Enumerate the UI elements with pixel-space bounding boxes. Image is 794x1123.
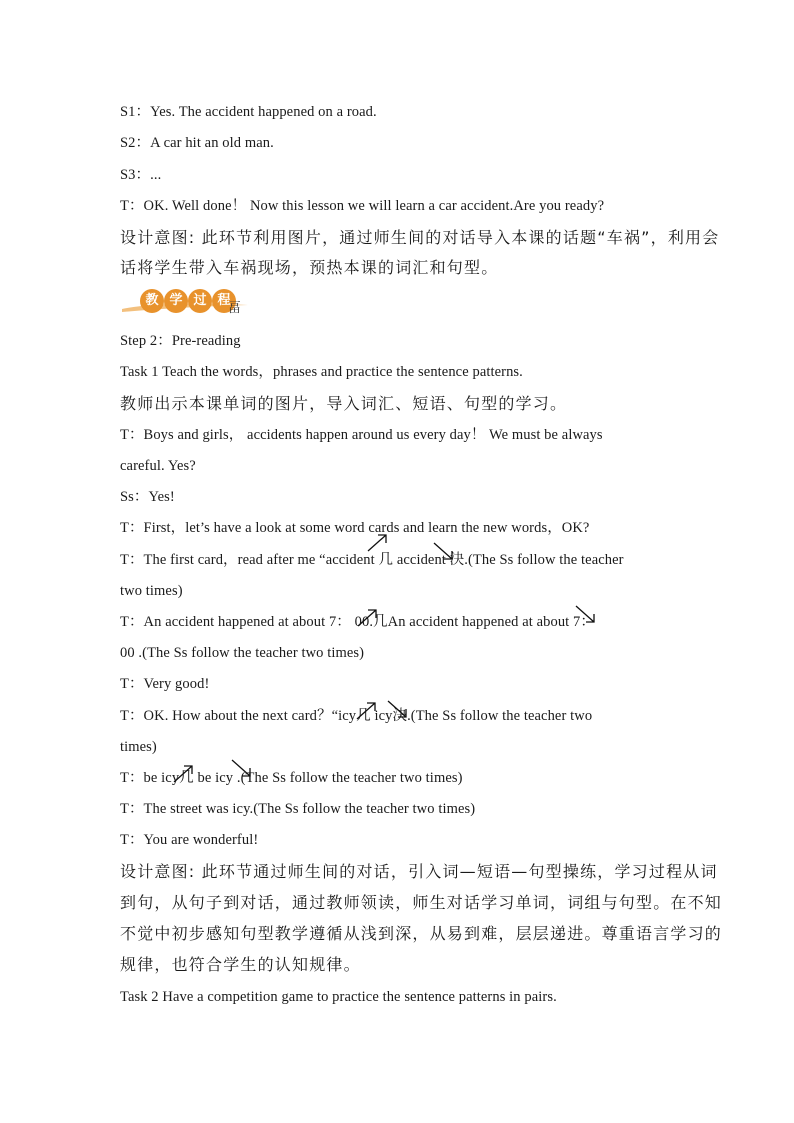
task-heading: Task 1 Teach the words，phrases and practice the sentence patterns. bbox=[120, 364, 523, 380]
dialogue-line: T：First，let’s have a look at some word cards and learn the new words，OK? bbox=[120, 520, 590, 536]
dialogue-line: T：Very good! bbox=[120, 676, 210, 692]
design-intent-text: 规律，也符合学生的认知规律。 bbox=[120, 955, 361, 974]
badge-char: 学 bbox=[164, 289, 188, 313]
design-intent-text: 不觉中初步感知句型教学遵循从浅到深，从易到难，层层递进。尊重语言学习的 bbox=[120, 924, 723, 943]
badge-char: 程 bbox=[212, 289, 236, 313]
dialogue-line: careful. Yes? bbox=[120, 458, 196, 474]
dialogue-line: T：The street was icy.(The Ss follow the teacher two times) bbox=[120, 801, 476, 817]
design-intent-text: 话将学生带入车祸现场，预热本课的词汇和句型。 bbox=[120, 258, 499, 277]
design-intent-text: 到句，从句子到对话，通过教师领读，师生对话学习单词，词组与句型。在不知 bbox=[120, 893, 723, 912]
dialogue-line: T：OK. How about the next card？“icy几 icy決.(The Ss follow the teacher two bbox=[120, 708, 593, 724]
section-badge-teaching-process bbox=[120, 289, 280, 317]
falling-intonation-arrow-icon bbox=[230, 758, 254, 780]
rising-intonation-arrow-icon bbox=[355, 699, 379, 721]
step-heading: Step 2：Pre-reading bbox=[120, 333, 241, 349]
badge-char: 过 bbox=[188, 289, 212, 313]
falling-intonation-arrow-icon bbox=[432, 541, 456, 563]
design-intent-text: 设计意图: 此环节通过师生间的对话，引入词—短语—句型操练，学习过程从词 bbox=[120, 862, 718, 881]
design-intent-text: 设计意图: 此环节利用图片，通过师生间的对话导入本课的话题“车祸”，利用会 bbox=[120, 228, 720, 247]
dialogue-line: Ss：Yes! bbox=[120, 489, 175, 505]
dialogue-line: T：OK. Well done！ Now this lesson we will learn a car accident.Are you ready? bbox=[120, 198, 605, 214]
dialogue-line: T：be icy几 be icy .(The Ss follow the teacher two times) bbox=[120, 770, 463, 786]
dialogue-line: T：Boys and girls， accidents happen around us every day！ We must be always bbox=[120, 427, 603, 443]
badge-char: 教 bbox=[140, 289, 164, 313]
dialogue-line: T：An accident happened at about 7： 00.几An accident happened at about 7： bbox=[120, 614, 595, 630]
dialogue-line: T：The first card，read after me “accident 几 accident 決.(The Ss follow the teacher bbox=[120, 552, 624, 568]
dialogue-line: 00 .(The Ss follow the teacher two times) bbox=[120, 645, 365, 661]
falling-intonation-arrow-icon bbox=[386, 699, 410, 721]
rising-intonation-arrow-icon bbox=[172, 762, 196, 784]
dialogue-line: two times) bbox=[120, 583, 183, 599]
instruction-text: 教师出示本课单词的图片，导入词汇、短语、句型的学习。 bbox=[120, 394, 568, 413]
task-heading: Task 2 Have a competition game to practice the sentence patterns in pairs. bbox=[120, 989, 557, 1005]
falling-intonation-arrow-icon bbox=[574, 604, 598, 626]
badge-tail-glyph: 畐 bbox=[228, 301, 242, 316]
rising-intonation-arrow-icon bbox=[366, 531, 390, 553]
dialogue-line: times) bbox=[120, 739, 157, 755]
rising-intonation-arrow-icon bbox=[356, 606, 380, 628]
dialogue-line: S3：... bbox=[120, 167, 162, 183]
dialogue-line: T：You are wonderful! bbox=[120, 832, 259, 848]
dialogue-line: S2：A car hit an old man. bbox=[120, 135, 274, 151]
dialogue-line: S1：Yes. The accident happened on a road. bbox=[120, 104, 377, 120]
